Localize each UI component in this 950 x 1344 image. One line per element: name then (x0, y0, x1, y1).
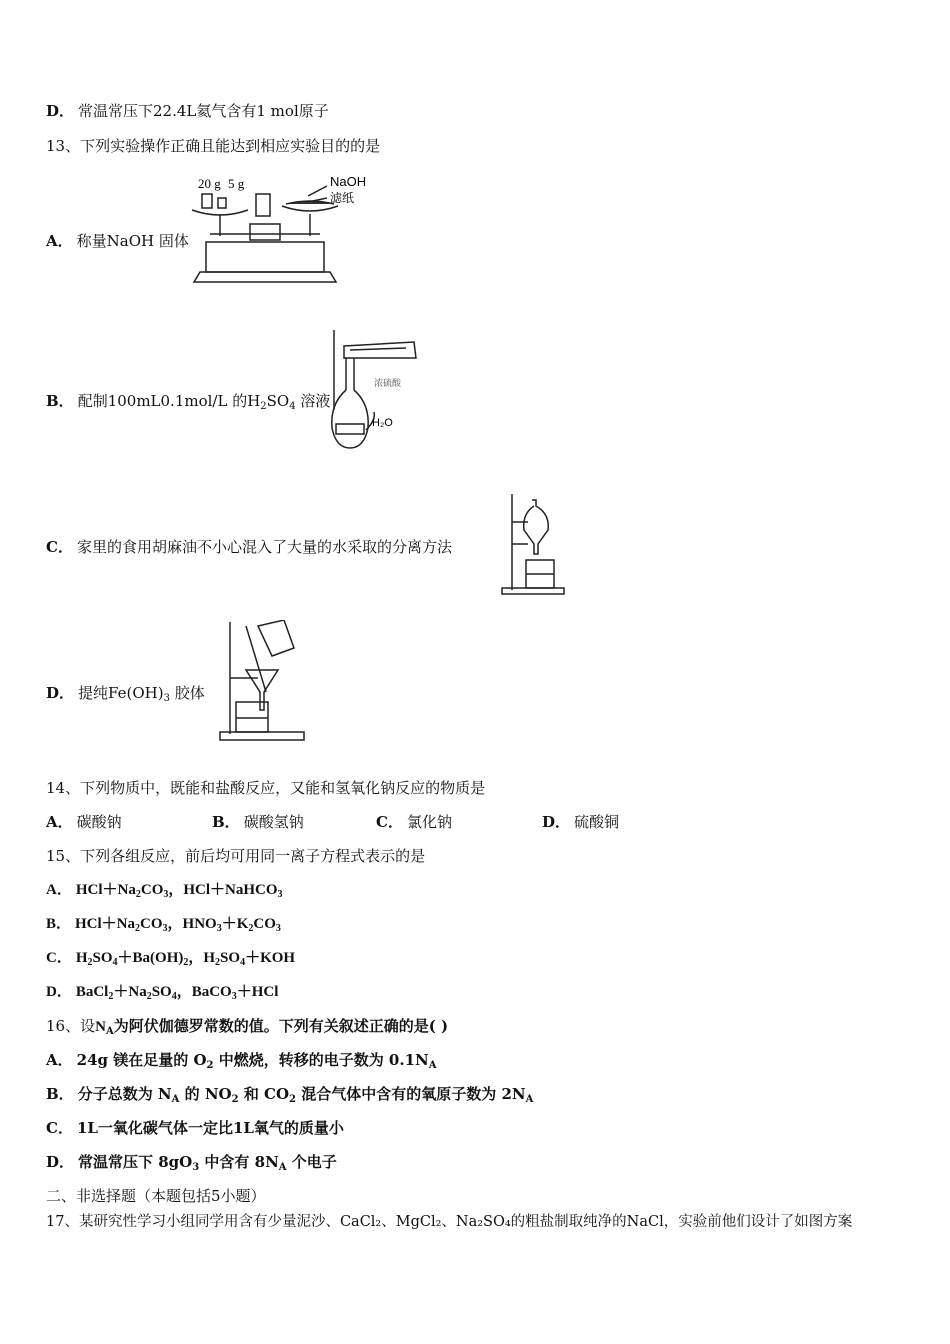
option-label: C． (376, 813, 403, 831)
q14-option-b (212, 812, 304, 832)
option-label: D． (46, 684, 75, 702)
option-text: 称量NaOH 固体 (76, 232, 189, 250)
option-label: B． (46, 916, 72, 932)
subscript: A (105, 1026, 114, 1037)
option-text-post: 胶体 (169, 684, 205, 702)
filtration-figure (218, 620, 308, 744)
q16-option-a: A． 24g 镁在足量的 $O_2$ 中燃烧，转移的电子数为 $0.1N_A$ (46, 1051, 437, 1071)
stem-na: N (95, 1019, 106, 1035)
q16-option-c (46, 1118, 344, 1138)
option-label: A． (46, 813, 73, 831)
q14-option-c (376, 812, 452, 832)
q15-option-d: D． $BaCl_2+Na_2SO_4$，BaCO$_3$＋HCl (46, 984, 279, 1002)
option-label: D． (46, 984, 72, 1000)
stem-text: 16、设 (46, 1017, 96, 1035)
q17-stem: 17、某研究性学习小组同学用含有少量泥沙、CaCl₂、MgCl₂、Na₂SO₄的粗盐制取纯净的NaCl，实验前他们设计了如图方案 (46, 1214, 853, 1230)
naoh-label: NaOH (330, 174, 367, 189)
subscript: 2 (260, 401, 267, 412)
option-label: C． (46, 1119, 73, 1137)
volumetric-flask-figure (326, 330, 426, 456)
q13-option-a (46, 231, 189, 251)
option-text: 氯化钠 (406, 813, 452, 831)
option-label: D． (542, 813, 571, 831)
filter-paper-label: 滤纸 (330, 191, 355, 205)
option-text-mid: SO (266, 392, 290, 410)
option-label: A． (46, 232, 73, 250)
option-label: B． (46, 392, 74, 410)
option-text: 碳酸钠 (76, 813, 122, 831)
q16-option-b: B． 分子总数为 $N_A$ 的 $NO_2$ 和 $CO_2$ 混合气体中含有的氧原子数为 $2N_A$ (46, 1085, 534, 1105)
option-text: 硫酸铜 (574, 813, 620, 831)
q15-option-c: C． $H_2SO_4+Ba(OH)_2$，$H_2SO_4+KOH$ (46, 950, 296, 968)
q14-stem: 14、下列物质中，既能和盐酸反应，又能和氢氧化钠反应的物质是 (46, 779, 486, 797)
option-label: A． (46, 1051, 73, 1069)
q13-option-b (46, 391, 330, 411)
stem-text: 为阿伏伽德罗常数的值。下列有关叙述正确的是( ) (113, 1017, 449, 1035)
weight-label-20g: 20 g (198, 176, 221, 191)
option-text: 碳酸氢钠 (243, 813, 304, 831)
weight-label-5g: 5 g (228, 176, 245, 191)
option-label: C． (46, 538, 73, 556)
subscript: 4 (289, 401, 296, 412)
option-label: B． (212, 813, 240, 831)
separatory-funnel-figure (498, 492, 568, 596)
option-label: D． (46, 102, 75, 120)
part2-heading: 二、非选择题（本题包括5小题） (46, 1187, 266, 1205)
option-label: B． (46, 1085, 74, 1103)
option-label: A． (46, 882, 72, 898)
option-text: 1L一氧化碳气体一定比1L氧气的质量小 (76, 1119, 344, 1137)
subscript: 3 (163, 693, 170, 704)
option-label: C． (46, 950, 72, 966)
option-label: D． (46, 1153, 75, 1171)
q14-option-a (46, 812, 122, 832)
q15-option-a: A． $HCl+Na_2CO_3$，HCl＋NaHCO$_3$ (46, 882, 283, 900)
option-text: 家里的食用胡麻油不小心混入了大量的水采取的分离方法 (76, 538, 452, 556)
q12-option-d (46, 101, 329, 121)
q16-stem (46, 1016, 448, 1037)
balance-figure (190, 172, 380, 284)
option-text-pre: 提纯Fe(OH) (78, 684, 164, 702)
option-text-post: 溶液 (295, 392, 331, 410)
q13-option-d (46, 683, 205, 703)
q15-option-b: B． $HCl+Na_2CO_3$，$HNO_3+K_2CO_3$ (46, 916, 281, 934)
acid-label: 浓硫酸 (374, 378, 402, 388)
water-label: H₂O (372, 417, 393, 429)
q13-stem: 13、下列实验操作正确且能达到相应实验目的的是 (46, 137, 381, 155)
q13-option-c (46, 537, 452, 557)
option-text: 常温常压下22.4L氦气含有1 mol原子 (78, 102, 329, 120)
option-text-pre: 配制100mL0.1mol/L 的H (77, 392, 261, 410)
q15-stem: 15、下列各组反应，前后均可用同一离子方程式表示的是 (46, 847, 426, 865)
q14-option-d (542, 812, 619, 832)
q16-option-d: D． 常温常压下 $8gO_3$ 中含有 $8N_A$ 个电子 (46, 1153, 337, 1173)
